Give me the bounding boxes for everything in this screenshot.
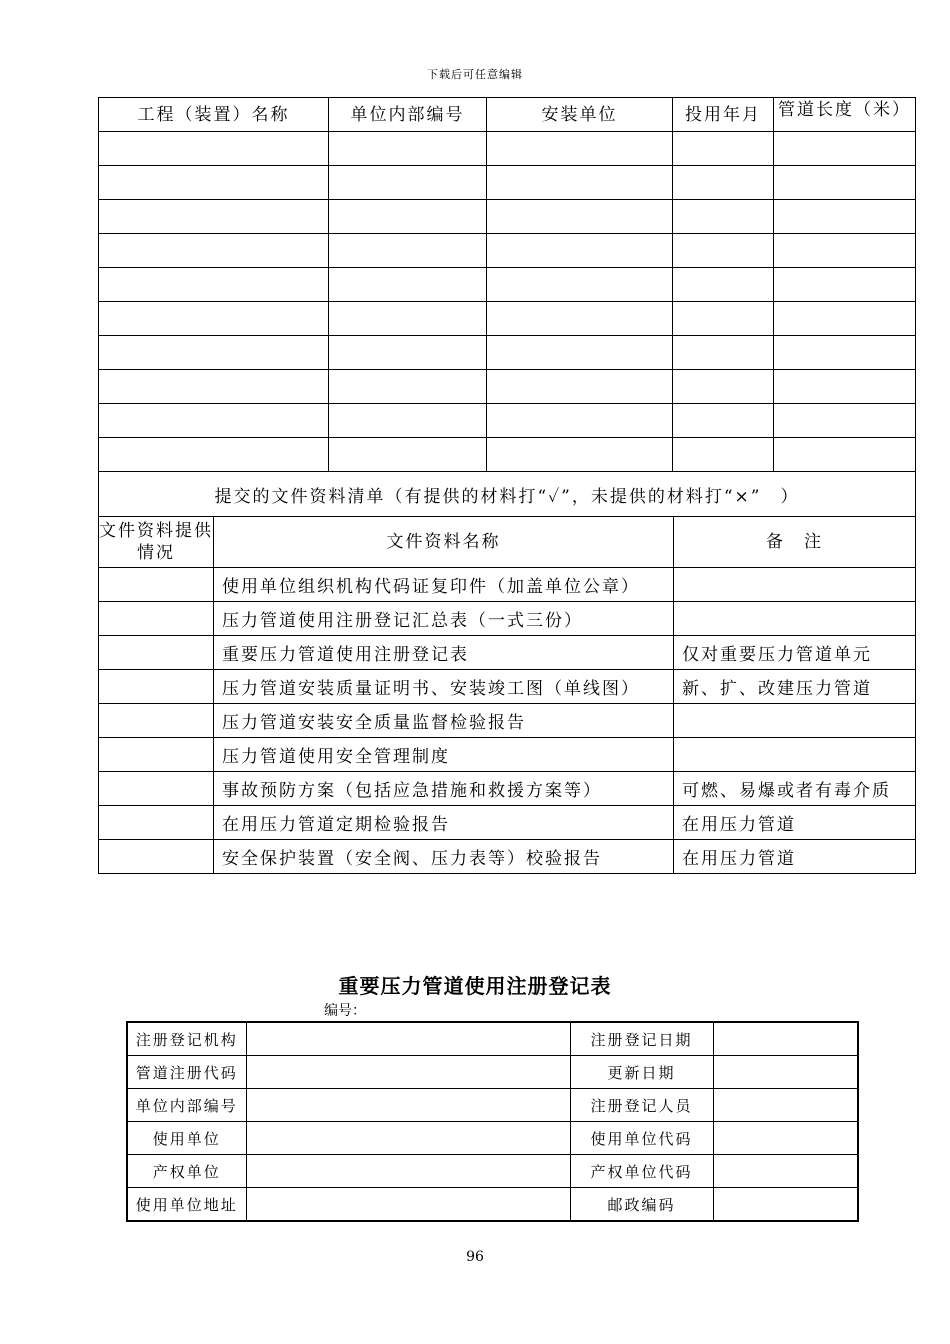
document-provided-cell[interactable]: [99, 840, 214, 874]
pipe-table-header: [99, 98, 916, 132]
pipe-table-cell[interactable]: [673, 336, 774, 370]
document-name: 压力管道安装质量证明书、安装竣工图（单线图）: [214, 670, 674, 704]
document-provided-cell[interactable]: [99, 738, 214, 772]
document-provided-cell[interactable]: [99, 568, 214, 602]
col-internal-number: 单位内部编号: [329, 98, 487, 132]
form-row: [127, 1022, 858, 1056]
pipe-table-row: [99, 302, 916, 336]
document-remark: [674, 602, 916, 636]
pipe-table-cell[interactable]: [487, 132, 673, 166]
pipe-table-cell[interactable]: [774, 200, 916, 234]
pipe-table-row: [99, 370, 916, 404]
pipe-table-row: [99, 438, 916, 472]
document-name: 压力管道使用安全管理制度: [214, 738, 674, 772]
document-remark: 可燃、易爆或者有毒介质: [674, 772, 916, 806]
pipe-table-cell[interactable]: [673, 268, 774, 302]
pipe-table-cell[interactable]: [329, 200, 487, 234]
page-number: 96: [466, 1249, 484, 1265]
form-value-right[interactable]: [713, 1155, 858, 1188]
pipe-table-cell[interactable]: [329, 166, 487, 200]
document-row: [99, 738, 916, 772]
form-value-left[interactable]: [246, 1188, 570, 1222]
document-name: 重要压力管道使用注册登记表: [214, 636, 674, 670]
pipe-table-cell[interactable]: [774, 336, 916, 370]
document-name: 使用单位组织机构代码证复印件（加盖单位公章）: [214, 568, 674, 602]
form-label-right: 更新日期: [570, 1056, 713, 1089]
pipe-table-cell[interactable]: [673, 438, 774, 472]
pipe-table-cell[interactable]: [329, 234, 487, 268]
pipe-table-cell[interactable]: [329, 370, 487, 404]
col-remark: 备 注: [674, 517, 916, 568]
document-row: [99, 602, 916, 636]
pipe-table-cell[interactable]: [99, 302, 329, 336]
document-row: [99, 840, 916, 874]
pipe-table-cell[interactable]: [673, 166, 774, 200]
pipe-table-cell[interactable]: [487, 404, 673, 438]
form-value-left[interactable]: [246, 1056, 570, 1089]
form-label-right: 邮政编码: [570, 1188, 713, 1222]
pipe-table-cell[interactable]: [487, 370, 673, 404]
header-note: 下载后可任意编辑: [427, 68, 523, 81]
pipe-table-cell[interactable]: [329, 302, 487, 336]
pipe-table-cell[interactable]: [673, 132, 774, 166]
pipe-table-cell[interactable]: [487, 438, 673, 472]
form-label-left: 使用单位: [127, 1122, 246, 1155]
document-row: [99, 806, 916, 840]
pipe-table-row: [99, 200, 916, 234]
document-provided-cell[interactable]: [99, 704, 214, 738]
documents-table: [98, 471, 916, 874]
pipe-table-cell[interactable]: [774, 370, 916, 404]
document-row: [99, 636, 916, 670]
pipe-table-cell[interactable]: [673, 200, 774, 234]
form-value-right[interactable]: [713, 1022, 858, 1056]
pipe-table-cell[interactable]: [329, 336, 487, 370]
document-name: 压力管道安装安全质量监督检验报告: [214, 704, 674, 738]
document-remark: [674, 704, 916, 738]
pipe-table-row: [99, 234, 916, 268]
form-label-left: 管道注册代码: [127, 1056, 246, 1089]
form-row: [127, 1155, 858, 1188]
document-remark: 仅对重要压力管道单元: [674, 636, 916, 670]
document-remark: 在用压力管道: [674, 840, 916, 874]
pipe-table-cell[interactable]: [99, 438, 329, 472]
form-label-left: 单位内部编号: [127, 1089, 246, 1122]
pipe-table-cell[interactable]: [673, 302, 774, 336]
pipe-table-cell[interactable]: [99, 234, 329, 268]
pipe-table-cell[interactable]: [99, 132, 329, 166]
document-provided-cell[interactable]: [99, 806, 214, 840]
pipe-table-cell[interactable]: [487, 234, 673, 268]
pipe-table-cell[interactable]: [774, 404, 916, 438]
form-label-right: 注册登记人员: [570, 1089, 713, 1122]
pipe-table-row: [99, 268, 916, 302]
pipe-table: [98, 97, 916, 472]
pipe-table-cell[interactable]: [774, 166, 916, 200]
form-row: [127, 1056, 858, 1089]
pipe-table-row: [99, 404, 916, 438]
pipe-table-cell[interactable]: [487, 268, 673, 302]
form-value-left[interactable]: [246, 1022, 570, 1056]
form-value-left[interactable]: [246, 1122, 570, 1155]
pipe-table-cell[interactable]: [99, 166, 329, 200]
pipe-table-cell[interactable]: [99, 370, 329, 404]
col-provided: 文件资料提供情况: [99, 517, 214, 568]
pipe-table-cell[interactable]: [774, 234, 916, 268]
pipe-table-cell[interactable]: [487, 166, 673, 200]
document-provided-cell[interactable]: [99, 772, 214, 806]
document-row: [99, 568, 916, 602]
form-value-left[interactable]: [246, 1155, 570, 1188]
document-name: 事故预防方案（包括应急措施和救援方案等）: [214, 772, 674, 806]
document-provided-cell[interactable]: [99, 670, 214, 704]
form-value-right[interactable]: [713, 1056, 858, 1089]
registration-form: [126, 1021, 859, 1222]
document-remark: [674, 568, 916, 602]
document-remark: 新、扩、改建压力管道: [674, 670, 916, 704]
document-remark: [674, 738, 916, 772]
pipe-table-cell[interactable]: [673, 370, 774, 404]
pipe-table-cell[interactable]: [329, 268, 487, 302]
pipe-table-cell[interactable]: [774, 268, 916, 302]
pipe-table-cell[interactable]: [673, 234, 774, 268]
document-remark: 在用压力管道: [674, 806, 916, 840]
documents-title: 提交的文件资料清单（有提供的材料打“✓”，未提供的材料打“×” ）: [99, 472, 916, 517]
col-commission-date: 投用年月: [673, 98, 774, 132]
pipe-table-cell[interactable]: [329, 438, 487, 472]
form-label-right: 使用单位代码: [570, 1122, 713, 1155]
col-pipe-length: 管道长度（米）: [774, 98, 916, 132]
col-install-unit: 安装单位: [487, 98, 673, 132]
pipe-table-row: [99, 166, 916, 200]
form-row: [127, 1089, 858, 1122]
document-provided-cell[interactable]: [99, 602, 214, 636]
documents-header-row: [99, 517, 916, 568]
col-document-name: 文件资料名称: [214, 517, 674, 568]
form-label-right: 注册登记日期: [570, 1022, 713, 1056]
form-value-right[interactable]: [713, 1089, 858, 1122]
pipe-table-cell[interactable]: [774, 438, 916, 472]
pipe-table-cell[interactable]: [99, 268, 329, 302]
document-name: 压力管道使用注册登记汇总表（一式三份）: [214, 602, 674, 636]
serial-label: 编号：: [324, 1003, 366, 1019]
col-project-name: 工程（装置）名称: [99, 98, 329, 132]
documents-title-row: [99, 472, 916, 517]
document-name: 安全保护装置（安全阀、压力表等）校验报告: [214, 840, 674, 874]
pipe-table-cell[interactable]: [99, 200, 329, 234]
document-row: [99, 772, 916, 806]
pipe-table-cell[interactable]: [99, 404, 329, 438]
form-label-left: 使用单位地址: [127, 1188, 246, 1222]
pipe-table-cell[interactable]: [329, 132, 487, 166]
pipe-table-row: [99, 132, 916, 166]
form-label-right: 产权单位代码: [570, 1155, 713, 1188]
pipe-table-cell[interactable]: [329, 404, 487, 438]
form-row: [127, 1122, 858, 1155]
document-name: 在用压力管道定期检验报告: [214, 806, 674, 840]
pipe-table-cell[interactable]: [774, 302, 916, 336]
form-label-left: 注册登记机构: [127, 1022, 246, 1056]
pipe-table-cell[interactable]: [487, 336, 673, 370]
document-row: [99, 670, 916, 704]
pipe-table-cell[interactable]: [673, 404, 774, 438]
pipe-table-cell[interactable]: [487, 302, 673, 336]
form-value-right[interactable]: [713, 1122, 858, 1155]
document-provided-cell[interactable]: [99, 636, 214, 670]
form-title: 重要压力管道使用注册登记表: [338, 974, 612, 998]
pipe-table-row: [99, 336, 916, 370]
form-label-left: 产权单位: [127, 1155, 246, 1188]
pipe-table-cell[interactable]: [774, 132, 916, 166]
form-value-left[interactable]: [246, 1089, 570, 1122]
pipe-table-cell[interactable]: [487, 200, 673, 234]
form-value-right[interactable]: [713, 1188, 858, 1222]
document-row: [99, 704, 916, 738]
form-row: [127, 1188, 858, 1222]
pipe-table-cell[interactable]: [99, 336, 329, 370]
